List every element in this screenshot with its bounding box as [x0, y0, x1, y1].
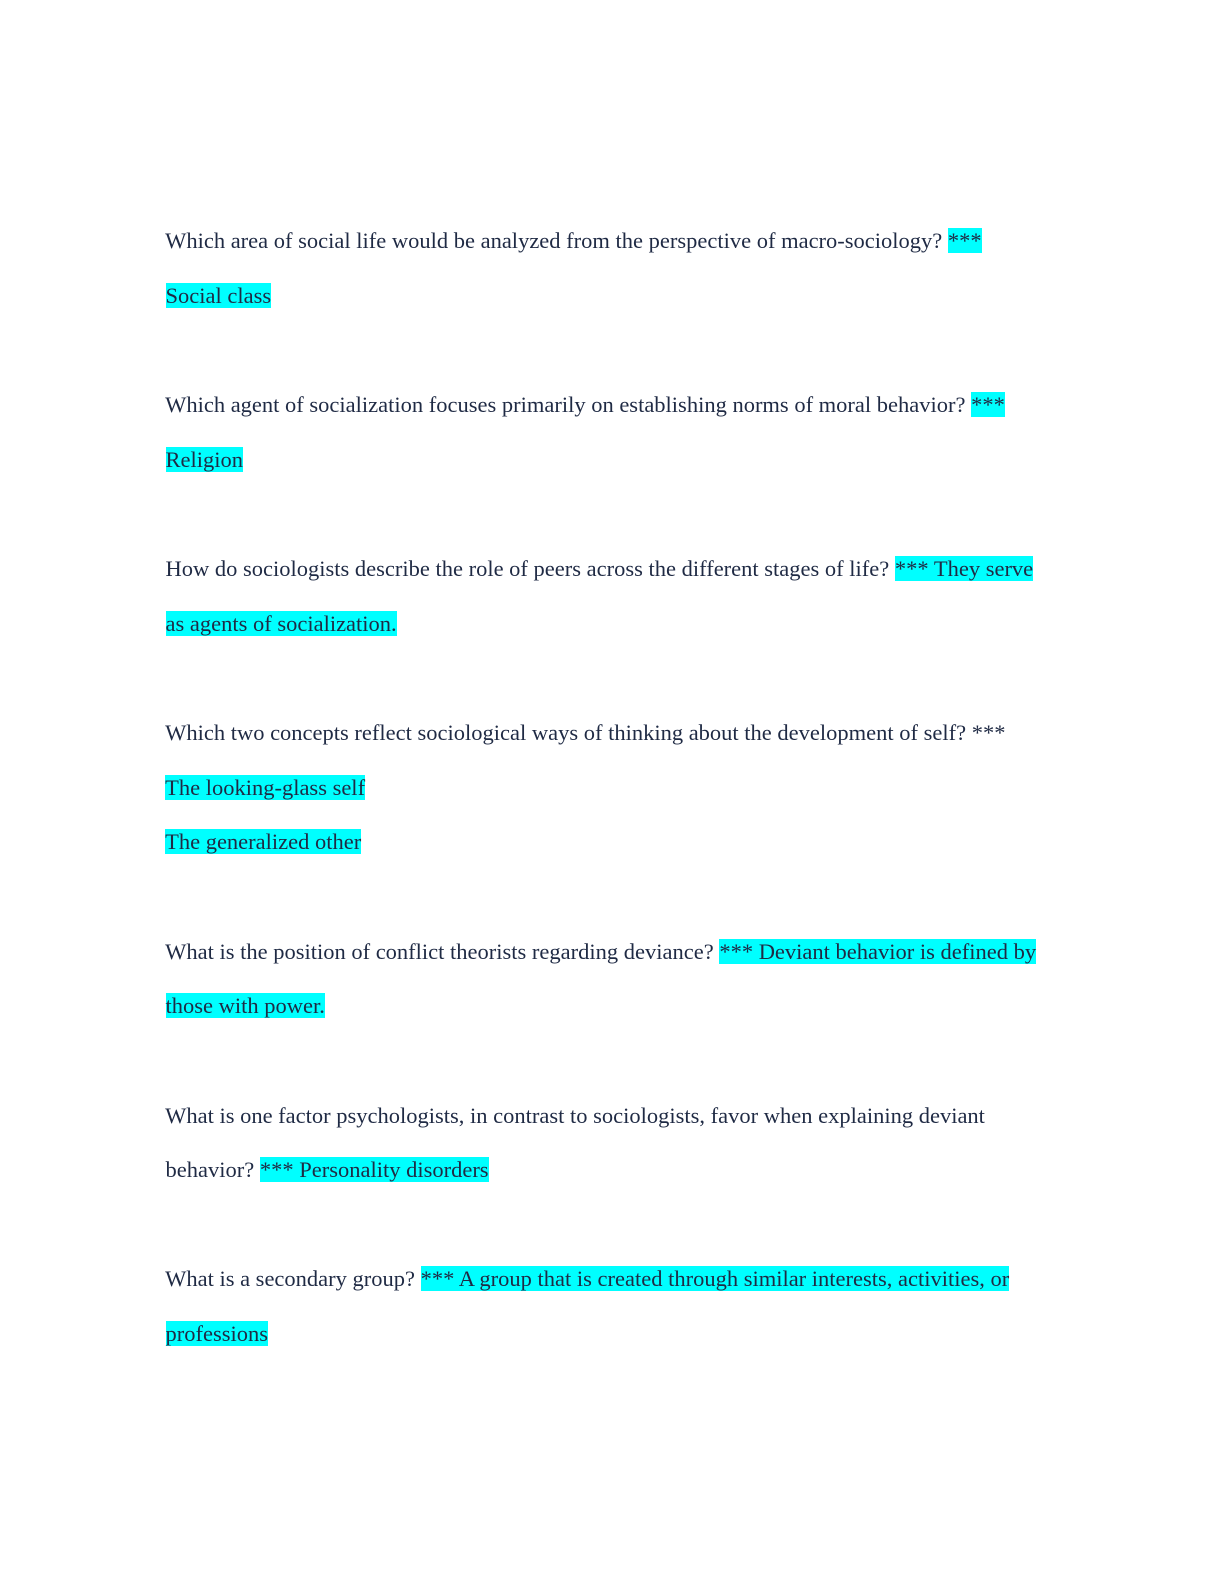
question-line	[143, 1234, 1009, 1324]
question-text: Which agent of socialization focuses primarily on establishing norms of moral behavior?	[165, 392, 972, 417]
answer-line	[143, 797, 361, 887]
answer-line	[143, 579, 397, 669]
question-text: How do sociologists describe the role of peers across the different stages of life?	[165, 556, 895, 581]
answer-highlight: those with power.	[165, 993, 325, 1018]
answer-line	[143, 415, 243, 505]
answer-highlight: ***	[947, 228, 982, 253]
answer-line	[143, 961, 325, 1051]
question-text: Which two concepts reflect sociological ways of thinking about the development of self? ***	[165, 720, 1006, 745]
question-line	[143, 360, 1005, 450]
question-text: behavior?	[165, 1157, 260, 1182]
question-text: Which area of social life would be analyzed from the perspective of macro-sociology?	[165, 228, 948, 253]
answer-line	[143, 251, 271, 341]
answer-highlight: *** A group that is created through similar interests, activities, or	[420, 1266, 1010, 1291]
answer-line	[143, 1289, 268, 1379]
question-text: What is the position of conflict theorists regarding deviance?	[165, 939, 720, 964]
answer-highlight: Religion	[165, 447, 243, 472]
answer-highlight: ***	[971, 392, 1005, 417]
answer-highlight: *** They serve	[894, 556, 1034, 581]
answer-highlight: *** Deviant behavior is defined by	[719, 939, 1037, 964]
answer-highlight: The looking-glass self	[165, 775, 366, 800]
answer-highlight: professions	[165, 1321, 268, 1346]
answer-highlight: Social class	[165, 283, 272, 308]
answer-highlight: as agents of socialization.	[165, 611, 397, 636]
question-line	[143, 1125, 489, 1215]
answer-highlight: The generalized other	[165, 829, 362, 854]
question-text: What is a secondary group?	[165, 1266, 421, 1291]
answer-highlight: *** Personality disorders	[259, 1157, 489, 1182]
question-text: What is one factor psychologists, in contrast to sociologists, favor when explaining deviant	[165, 1103, 985, 1128]
